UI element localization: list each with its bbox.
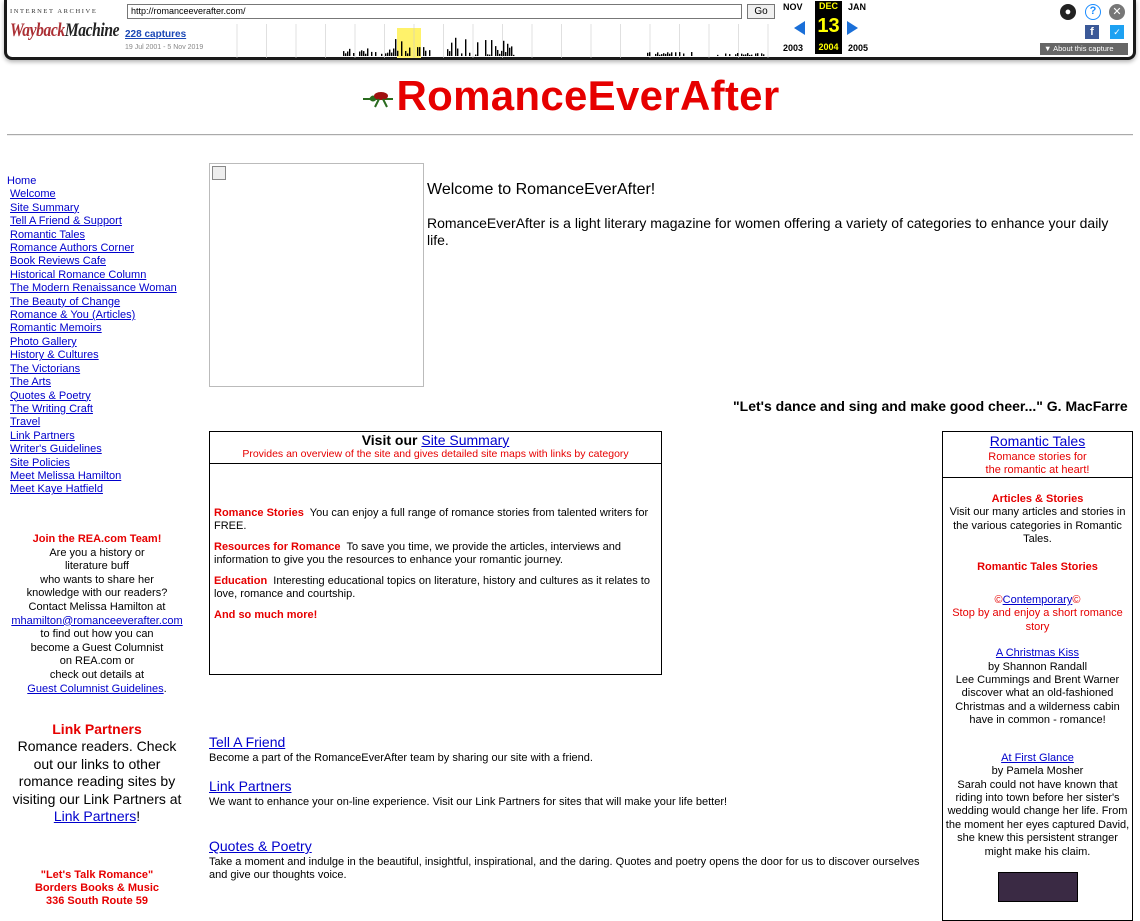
capture-bar bbox=[429, 50, 430, 56]
story-link-christmas-kiss[interactable]: A Christmas Kiss bbox=[995, 647, 1080, 660]
nav-item-tell-a-friend[interactable]: Tell A Friend & Support bbox=[10, 215, 122, 228]
capture-bar bbox=[649, 52, 650, 56]
link-partners-suffix: ! bbox=[136, 808, 141, 825]
summary-item-text: You can enjoy a full range of romance stories from talented writers for FREE. bbox=[214, 507, 649, 532]
capture-bar bbox=[385, 53, 386, 56]
broken-image-icon bbox=[212, 166, 226, 180]
capture-bar bbox=[375, 52, 376, 56]
capture-bar bbox=[647, 53, 648, 56]
capture-bar bbox=[671, 52, 672, 56]
link-partners-text: Romance readers. Check out our links to other romance reading sites by visiting our Link Partners at bbox=[12, 738, 182, 807]
month-prev[interactable]: NOV bbox=[783, 2, 803, 12]
capture-bar bbox=[745, 54, 746, 56]
lets-talk-block bbox=[7, 869, 187, 908]
capture-bar bbox=[475, 55, 476, 56]
capture-bar bbox=[425, 51, 426, 56]
articles-text: Visit our many articles and stories in the various categories in Romantic Tales. bbox=[949, 506, 1126, 546]
feature-text: Take a moment and indulge in the beautiful, insightful, inspirational, and the daring. Quotes and poetry opens the door for us to discover ourselves and give our thoughts voice. bbox=[209, 856, 920, 881]
nav-item-writing-craft[interactable]: The Writing Craft bbox=[10, 402, 93, 415]
nav-item-beauty-of-change[interactable]: The Beauty of Change bbox=[10, 295, 121, 308]
logo-part-a: Wayback bbox=[10, 20, 65, 41]
feature-quotes-poetry-link[interactable]: Quotes & Poetry bbox=[209, 838, 312, 854]
capture-bar bbox=[691, 52, 692, 56]
capture-bar bbox=[391, 53, 392, 56]
month-next[interactable]: JAN bbox=[848, 2, 867, 12]
story-blurb: Sarah could not have known that riding into town before her sister's wedding would change her life. From the moment her eyes captured David, she knew this persistent stranger might make his claim. bbox=[945, 778, 1130, 858]
capture-bar bbox=[501, 51, 502, 56]
feature-text: Become a part of the RomanceEverAfter team by sharing our site with a friend. bbox=[209, 752, 593, 764]
articles-title: Articles & Stories bbox=[991, 493, 1084, 505]
close-icon[interactable]: ✕ bbox=[1109, 4, 1125, 20]
nav-home[interactable]: Home bbox=[7, 175, 37, 187]
capture-bar bbox=[397, 51, 398, 56]
join-line: to find out how you can bbox=[40, 628, 154, 641]
capture-bar bbox=[749, 55, 750, 56]
lets-talk-line: "Let's Talk Romance" bbox=[40, 869, 154, 881]
join-line: Are you a history or bbox=[49, 546, 145, 559]
feature-tell-a-friend bbox=[209, 734, 929, 765]
capture-bar bbox=[509, 48, 510, 56]
nav-item-travel[interactable]: Travel bbox=[10, 416, 41, 429]
guidelines-suffix: . bbox=[163, 682, 167, 695]
capture-bar bbox=[363, 51, 364, 56]
nav-item-book-reviews[interactable]: Book Reviews Cafe bbox=[10, 255, 106, 268]
feature-quotes-poetry bbox=[209, 838, 929, 882]
capture-bar bbox=[345, 53, 346, 56]
capture-bar bbox=[741, 54, 742, 56]
capture-bar bbox=[365, 54, 366, 56]
rose-logo-icon bbox=[361, 87, 395, 111]
summary-subhead: Provides an overview of the site and gives detailed site maps with links by category bbox=[242, 448, 629, 460]
year-next[interactable]: 2005 bbox=[848, 43, 869, 53]
capture-bar bbox=[447, 49, 448, 56]
header-divider bbox=[7, 134, 1133, 136]
help-icon[interactable]: ? bbox=[1085, 4, 1101, 20]
nav-item-romance-and-you[interactable]: Romance & You (Articles) bbox=[10, 309, 136, 322]
capture-bar bbox=[657, 52, 658, 56]
captures-link[interactable]: 228 captures bbox=[125, 29, 187, 40]
site-summary-box bbox=[209, 431, 662, 675]
capture-bar bbox=[717, 55, 718, 56]
marquee-quote: "Let's dance and sing and make good cheer..." G. MacFarre bbox=[733, 398, 1128, 414]
capture-bar bbox=[761, 53, 762, 56]
capture-bar bbox=[465, 39, 466, 56]
capture-day: 13 bbox=[815, 12, 842, 40]
capture-bar bbox=[353, 53, 354, 56]
capture-bar bbox=[757, 53, 758, 56]
capture-bar bbox=[401, 41, 402, 56]
join-team-block bbox=[7, 533, 187, 696]
email-link[interactable]: mhamilton@romanceeverafter.com bbox=[11, 614, 183, 627]
summary-more: And so much more! bbox=[214, 609, 318, 621]
contemporary-text: Stop by and enjoy a short romance story bbox=[952, 607, 1123, 633]
next-capture-arrow-icon[interactable] bbox=[847, 21, 858, 35]
welcome-heading: Welcome to RomanceEverAfter! bbox=[427, 181, 656, 198]
copyright-mark: © bbox=[1072, 594, 1081, 607]
nav-item-romantic-memoirs[interactable]: Romantic Memoirs bbox=[10, 322, 102, 335]
capture-bar bbox=[451, 43, 452, 56]
feature-tell-a-friend-link[interactable]: Tell A Friend bbox=[209, 734, 286, 750]
lets-talk-line: Borders Books & Music bbox=[34, 882, 160, 894]
capture-bar bbox=[675, 52, 676, 56]
capture-bar bbox=[665, 54, 666, 56]
join-line: knowledge with our readers? bbox=[26, 587, 168, 600]
site-title bbox=[0, 72, 1140, 120]
summary-item-text: Interesting educational topics on literature, history and cultures as it relates to love, romance and courtship. bbox=[214, 575, 650, 600]
capture-bar bbox=[389, 50, 390, 56]
capture-bar bbox=[381, 54, 382, 56]
capture-bar bbox=[683, 54, 684, 56]
nav-item-meet-melissa[interactable]: Meet Melissa Hamilton bbox=[10, 469, 122, 482]
capture-bar bbox=[755, 54, 756, 56]
capture-bar bbox=[491, 40, 492, 56]
capture-bar bbox=[497, 50, 498, 56]
capture-bar bbox=[395, 39, 396, 56]
join-line: Contact Melissa Hamilton at bbox=[28, 600, 166, 613]
link-partners-block bbox=[7, 721, 187, 825]
nav-item-site-summary[interactable]: Site Summary bbox=[10, 201, 80, 214]
nav-item-meet-kaye[interactable]: Meet Kaye Hatfield bbox=[10, 483, 103, 496]
nav-item-romantic-tales[interactable]: Romantic Tales bbox=[10, 228, 85, 241]
nav-item-link-partners[interactable]: Link Partners bbox=[10, 429, 75, 442]
capture-bar bbox=[449, 51, 450, 56]
summary-item-label: Romance Stories bbox=[214, 507, 304, 519]
romantic-tales-link[interactable]: Romantic Tales bbox=[989, 433, 1086, 449]
nav-item-site-policies[interactable]: Site Policies bbox=[10, 456, 70, 469]
feature-link-partners-link[interactable]: Link Partners bbox=[209, 778, 292, 794]
story-author: by Pamela Mosher bbox=[991, 765, 1084, 778]
go-button[interactable]: Go bbox=[747, 4, 775, 19]
capture-bar bbox=[371, 52, 372, 56]
capture-bar bbox=[495, 46, 496, 56]
join-line: become a Guest Columnist bbox=[30, 641, 164, 654]
capture-bar bbox=[349, 49, 350, 56]
capture-bar bbox=[679, 52, 680, 56]
capture-bar bbox=[729, 54, 730, 56]
join-line: check out details at bbox=[49, 668, 145, 681]
logo-part-b: Machine bbox=[64, 20, 120, 41]
capture-bar bbox=[423, 47, 424, 56]
capture-bar bbox=[659, 55, 660, 56]
join-line: who wants to share her bbox=[40, 573, 154, 586]
capture-bar bbox=[407, 53, 408, 56]
capture-bar bbox=[747, 53, 748, 56]
capture-bar bbox=[487, 54, 488, 56]
story-link-at-first-glance[interactable]: At First Glance bbox=[1001, 751, 1074, 764]
story-blurb: Lee Cummings and Brent Warner discover what an old-fashioned Christmas and a wilderness cabin have in common - romance! bbox=[955, 674, 1120, 727]
capture-bar bbox=[743, 55, 744, 56]
capture-bar bbox=[405, 51, 406, 56]
summary-item-text: To save you time, we provide the articles, interviews and information to give you the resources to enhance your romantic journey. bbox=[214, 541, 621, 566]
capture-bar bbox=[499, 54, 500, 56]
nav-item-modern-renaissance[interactable]: The Modern Renaissance Woman bbox=[10, 282, 177, 295]
capture-bar bbox=[343, 51, 344, 56]
capture-bar bbox=[669, 54, 670, 56]
capture-sparkline[interactable] bbox=[225, 22, 775, 58]
feature-text: We want to enhance your on-line experience. Visit our Link Partners for sites that will make your life better! bbox=[209, 796, 728, 808]
capture-bar bbox=[737, 53, 738, 56]
link-partners-title: Link Partners bbox=[52, 721, 142, 737]
intro-text: RomanceEverAfter is a light literary magazine for women offering a variety of categories to enhance your daily life. bbox=[427, 215, 1109, 248]
capture-bar bbox=[735, 54, 736, 56]
capture-bar bbox=[485, 40, 486, 56]
capture-bar bbox=[489, 55, 490, 56]
url-input[interactable]: http://romanceeverafter.com/ bbox=[127, 4, 742, 19]
facebook-icon[interactable]: f bbox=[1085, 25, 1099, 39]
capture-bar bbox=[387, 53, 388, 56]
guest-columnist-guidelines-link[interactable]: Guest Columnist Guidelines bbox=[27, 682, 164, 695]
capture-bar bbox=[409, 48, 410, 56]
capture-bar bbox=[477, 42, 478, 56]
capture-bar bbox=[367, 48, 368, 56]
summary-item-label: Resources for Romance bbox=[214, 541, 341, 553]
nav-item-authors-corner[interactable]: Romance Authors Corner bbox=[10, 242, 135, 255]
romantic-tales-sub: Romance stories for bbox=[988, 451, 1087, 463]
nav-item-welcome[interactable]: Welcome bbox=[10, 188, 56, 201]
nav-item-historical-romance[interactable]: Historical Romance Column bbox=[10, 268, 147, 281]
capture-bar bbox=[661, 54, 662, 56]
summary-item-label: Education bbox=[214, 575, 268, 587]
nav-item-victorians[interactable]: The Victorians bbox=[10, 362, 81, 375]
nav-item-photo-gallery[interactable]: Photo Gallery bbox=[10, 335, 77, 348]
capture-bar bbox=[763, 54, 764, 56]
year-current: 2004 bbox=[815, 40, 842, 54]
month-current: DEC bbox=[815, 1, 842, 12]
site-summary-link[interactable]: Site Summary bbox=[421, 432, 510, 448]
join-line: literature buff bbox=[64, 560, 129, 573]
copyright-mark: © bbox=[994, 594, 1003, 607]
capture-bar bbox=[461, 53, 462, 56]
lets-talk-line: 336 South Route 59 bbox=[45, 895, 149, 907]
capture-bar bbox=[361, 50, 362, 56]
link-partners-link[interactable]: Link Partners bbox=[53, 808, 137, 825]
capture-bar bbox=[751, 55, 752, 56]
user-icon[interactable]: ● bbox=[1060, 4, 1076, 20]
site-summary-body bbox=[210, 464, 661, 622]
romantic-tales-header bbox=[943, 432, 1132, 478]
left-nav bbox=[7, 175, 177, 497]
capture-bar bbox=[505, 52, 506, 56]
capture-bar bbox=[655, 54, 656, 56]
wayback-logo[interactable] bbox=[10, 19, 120, 43]
date-range: 19 Jul 2001 - 5 Nov 2019 bbox=[125, 44, 204, 51]
capture-bar bbox=[393, 49, 394, 56]
stories-title: Romantic Tales Stories bbox=[977, 560, 1098, 573]
capture-bar bbox=[503, 41, 504, 56]
nav-item-history-cultures[interactable]: History & Cultures bbox=[10, 349, 99, 362]
story-author: by Shannon Randall bbox=[987, 660, 1088, 673]
prev-capture-arrow-icon[interactable] bbox=[794, 21, 805, 35]
welcome-image-placeholder bbox=[209, 163, 424, 387]
capture-bar bbox=[469, 53, 470, 56]
site-title-text: RomanceEverAfter bbox=[396, 72, 780, 119]
summary-head-prefix: Visit our bbox=[361, 432, 422, 448]
capture-bar bbox=[457, 49, 458, 56]
capture-bar bbox=[663, 53, 664, 56]
romantic-tales-sub: the romantic at heart! bbox=[985, 464, 1090, 476]
join-title: Join the REA.com Team! bbox=[32, 533, 162, 545]
site-summary-header bbox=[210, 432, 661, 464]
author-photo[interactable] bbox=[998, 872, 1078, 902]
join-line: on REA.com or bbox=[59, 655, 135, 668]
nav-item-quotes-poetry[interactable]: Quotes & Poetry bbox=[10, 389, 91, 402]
capture-bar bbox=[507, 44, 508, 56]
feature-link-partners bbox=[209, 778, 929, 809]
nav-item-writers-guidelines[interactable]: Writer's Guidelines bbox=[10, 443, 102, 456]
capture-bar bbox=[347, 51, 348, 56]
contemporary-link[interactable]: Contemporary bbox=[1002, 594, 1073, 607]
romantic-tales-box bbox=[942, 431, 1133, 921]
twitter-icon[interactable]: ✓ bbox=[1110, 25, 1124, 39]
nav-item-the-arts[interactable]: The Arts bbox=[10, 376, 51, 389]
capture-bar bbox=[359, 52, 360, 56]
ia-label: INTERNET ARCHIVE bbox=[10, 8, 98, 15]
about-capture-button[interactable]: ▼ About this capture bbox=[1040, 43, 1128, 55]
capture-bar bbox=[417, 47, 418, 56]
capture-bar bbox=[667, 52, 668, 56]
year-prev[interactable]: 2003 bbox=[783, 43, 804, 53]
capture-bar bbox=[455, 38, 456, 56]
capture-bar bbox=[511, 46, 512, 56]
capture-bar bbox=[419, 47, 420, 56]
romantic-tales-body bbox=[943, 478, 1132, 902]
capture-bar bbox=[513, 55, 514, 56]
capture-bar bbox=[725, 53, 726, 56]
